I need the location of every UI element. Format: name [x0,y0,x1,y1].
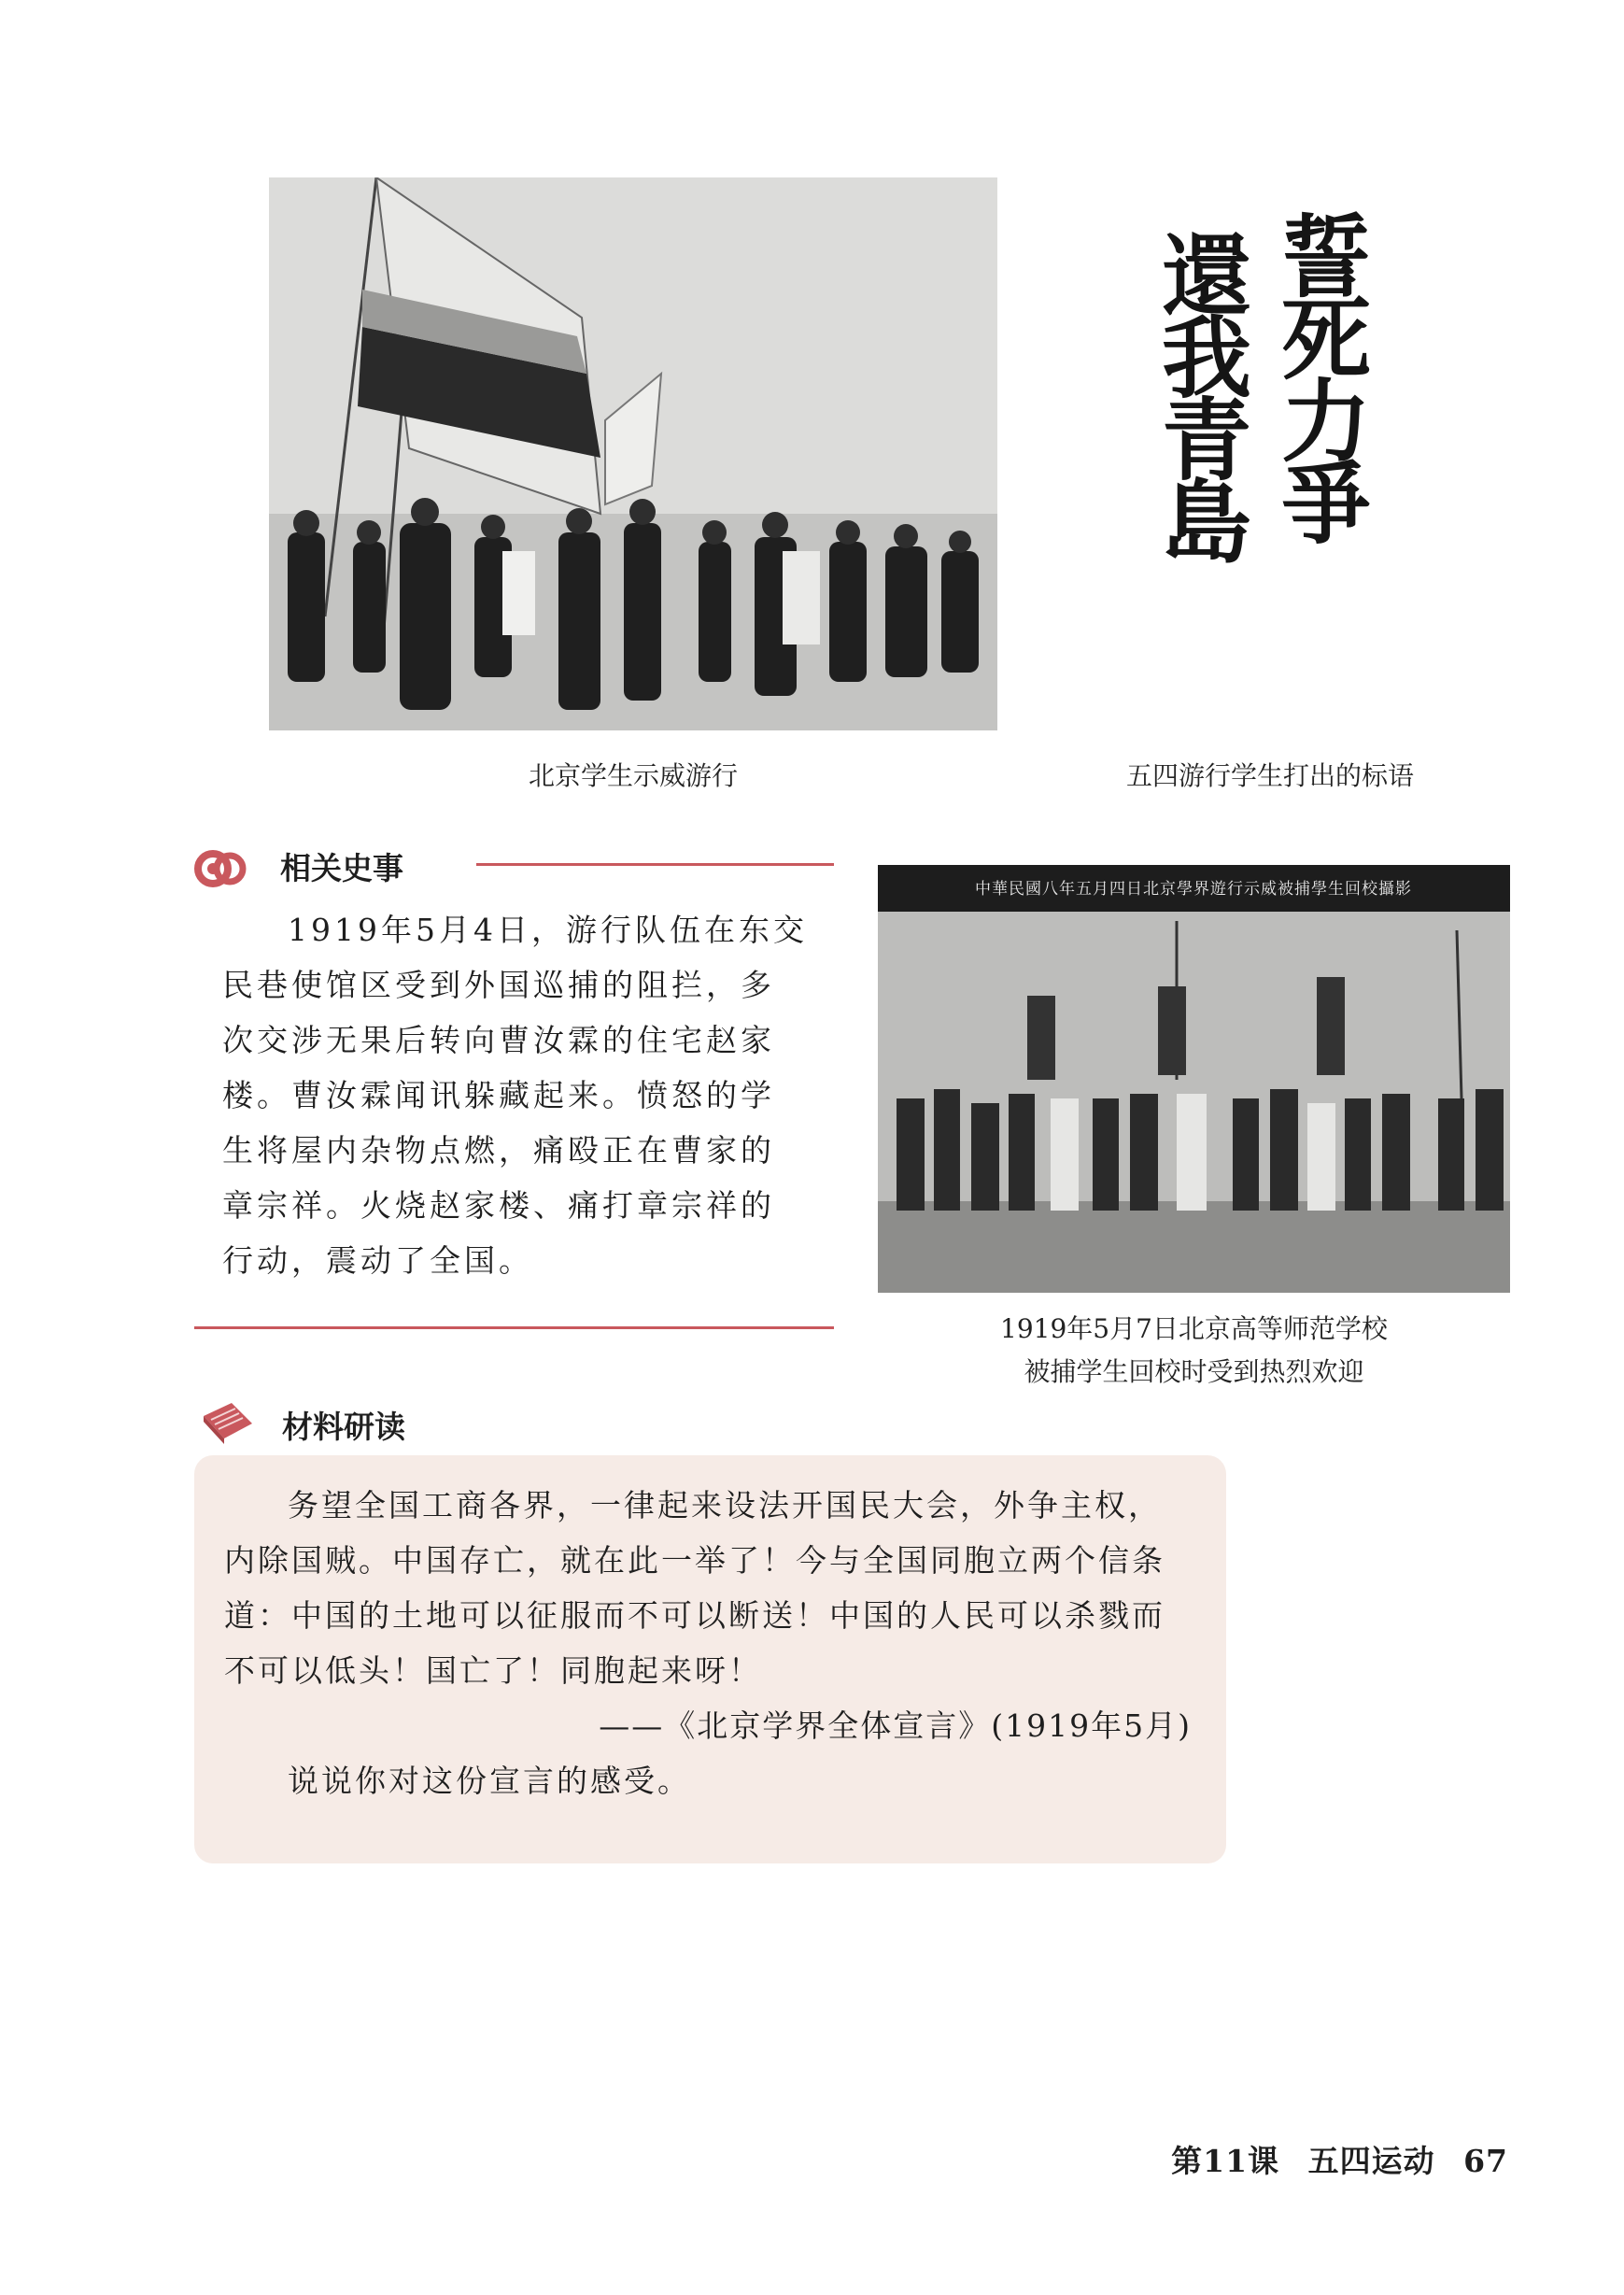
related-history-top-rule [476,863,834,866]
material-question: 说说你对这份宣言的感受。 [288,1763,691,1799]
photo-students-return-caption [878,1308,1510,1394]
paragraph-line: 楼。曹汝霖闻讯躲藏起来。愤怒的学 [222,1077,775,1113]
paragraph-line: 行动，震动了全国。 [222,1242,533,1279]
material-reading-icon [198,1399,258,1450]
photo-student-march-caption: 北京学生示威游行 [528,760,738,791]
caption-line: 1919年5月7日北京高等师范学校 [1000,1313,1388,1344]
photo-student-march [269,177,997,730]
photo-students-return-image [878,865,1510,1293]
slogan-char: 島 [1162,470,1251,575]
slogan-char: 青 [1162,388,1251,493]
paragraph-line: 民巷使馆区受到外国巡捕的阻拦，多 [222,967,775,1003]
slogan-char: 爭 [1281,451,1371,557]
material-source: ——《北京学界全体宣言》(1919年5月) [599,1707,1192,1744]
material-line: 道：中国的土地可以征服而不可以断送！中国的人民可以杀戮而 [224,1597,1165,1634]
slogan-char: 死 [1281,287,1371,392]
slogan-char: 誓 [1281,205,1371,310]
related-history-title: 相关史事 [280,850,403,886]
footer-lesson-title: 五四运动 [1307,2143,1435,2179]
slogan-char: 我 [1162,305,1251,411]
paragraph-line: 章宗祥。火烧赵家楼、痛打章宗祥的 [222,1187,775,1224]
slogan-caption: 五四游行学生打出的标语 [1125,760,1414,791]
material-line: 务望全国工商各界，一律起来设法开国民大会，外争主权， [288,1487,1162,1523]
slogan-column-right [1281,205,1371,557]
material-reading-title: 材料研读 [282,1409,405,1445]
paragraph-line: 1919年5月4日，游行队伍在东交 [288,912,808,948]
caption-line: 被捕学生回校时受到热烈欢迎 [1024,1356,1364,1387]
material-line: 不可以低头！国亡了！同胞起来呀！ [224,1652,762,1689]
material-line: 内除国贼。中国存亡，就在此一举了！今与全国同胞立两个信条 [224,1542,1165,1579]
page-footer [1154,2137,1508,2181]
material-reading-text [224,1478,1205,1808]
paragraph-line: 生将屋内杂物点燃，痛殴正在曹家的 [222,1132,775,1169]
slogan-column-left [1162,223,1251,575]
photo-banner-text: 中華民國八年五月四日北京學界遊行示威被捕學生回校攝影 [975,880,1412,899]
photo-student-march-image [269,177,997,730]
related-history-bottom-rule [194,1326,834,1329]
page-number: 67 [1463,2143,1508,2179]
slogan-char: 力 [1281,369,1371,475]
paragraph-line: 次交涉无果后转向曹汝霖的住宅赵家 [222,1022,775,1058]
slogan-char: 還 [1162,223,1251,329]
related-history-icon [194,843,247,895]
related-history-paragraph [222,902,857,1288]
footer-lesson: 第11课 [1171,2143,1280,2179]
photo-students-return [878,865,1510,1293]
